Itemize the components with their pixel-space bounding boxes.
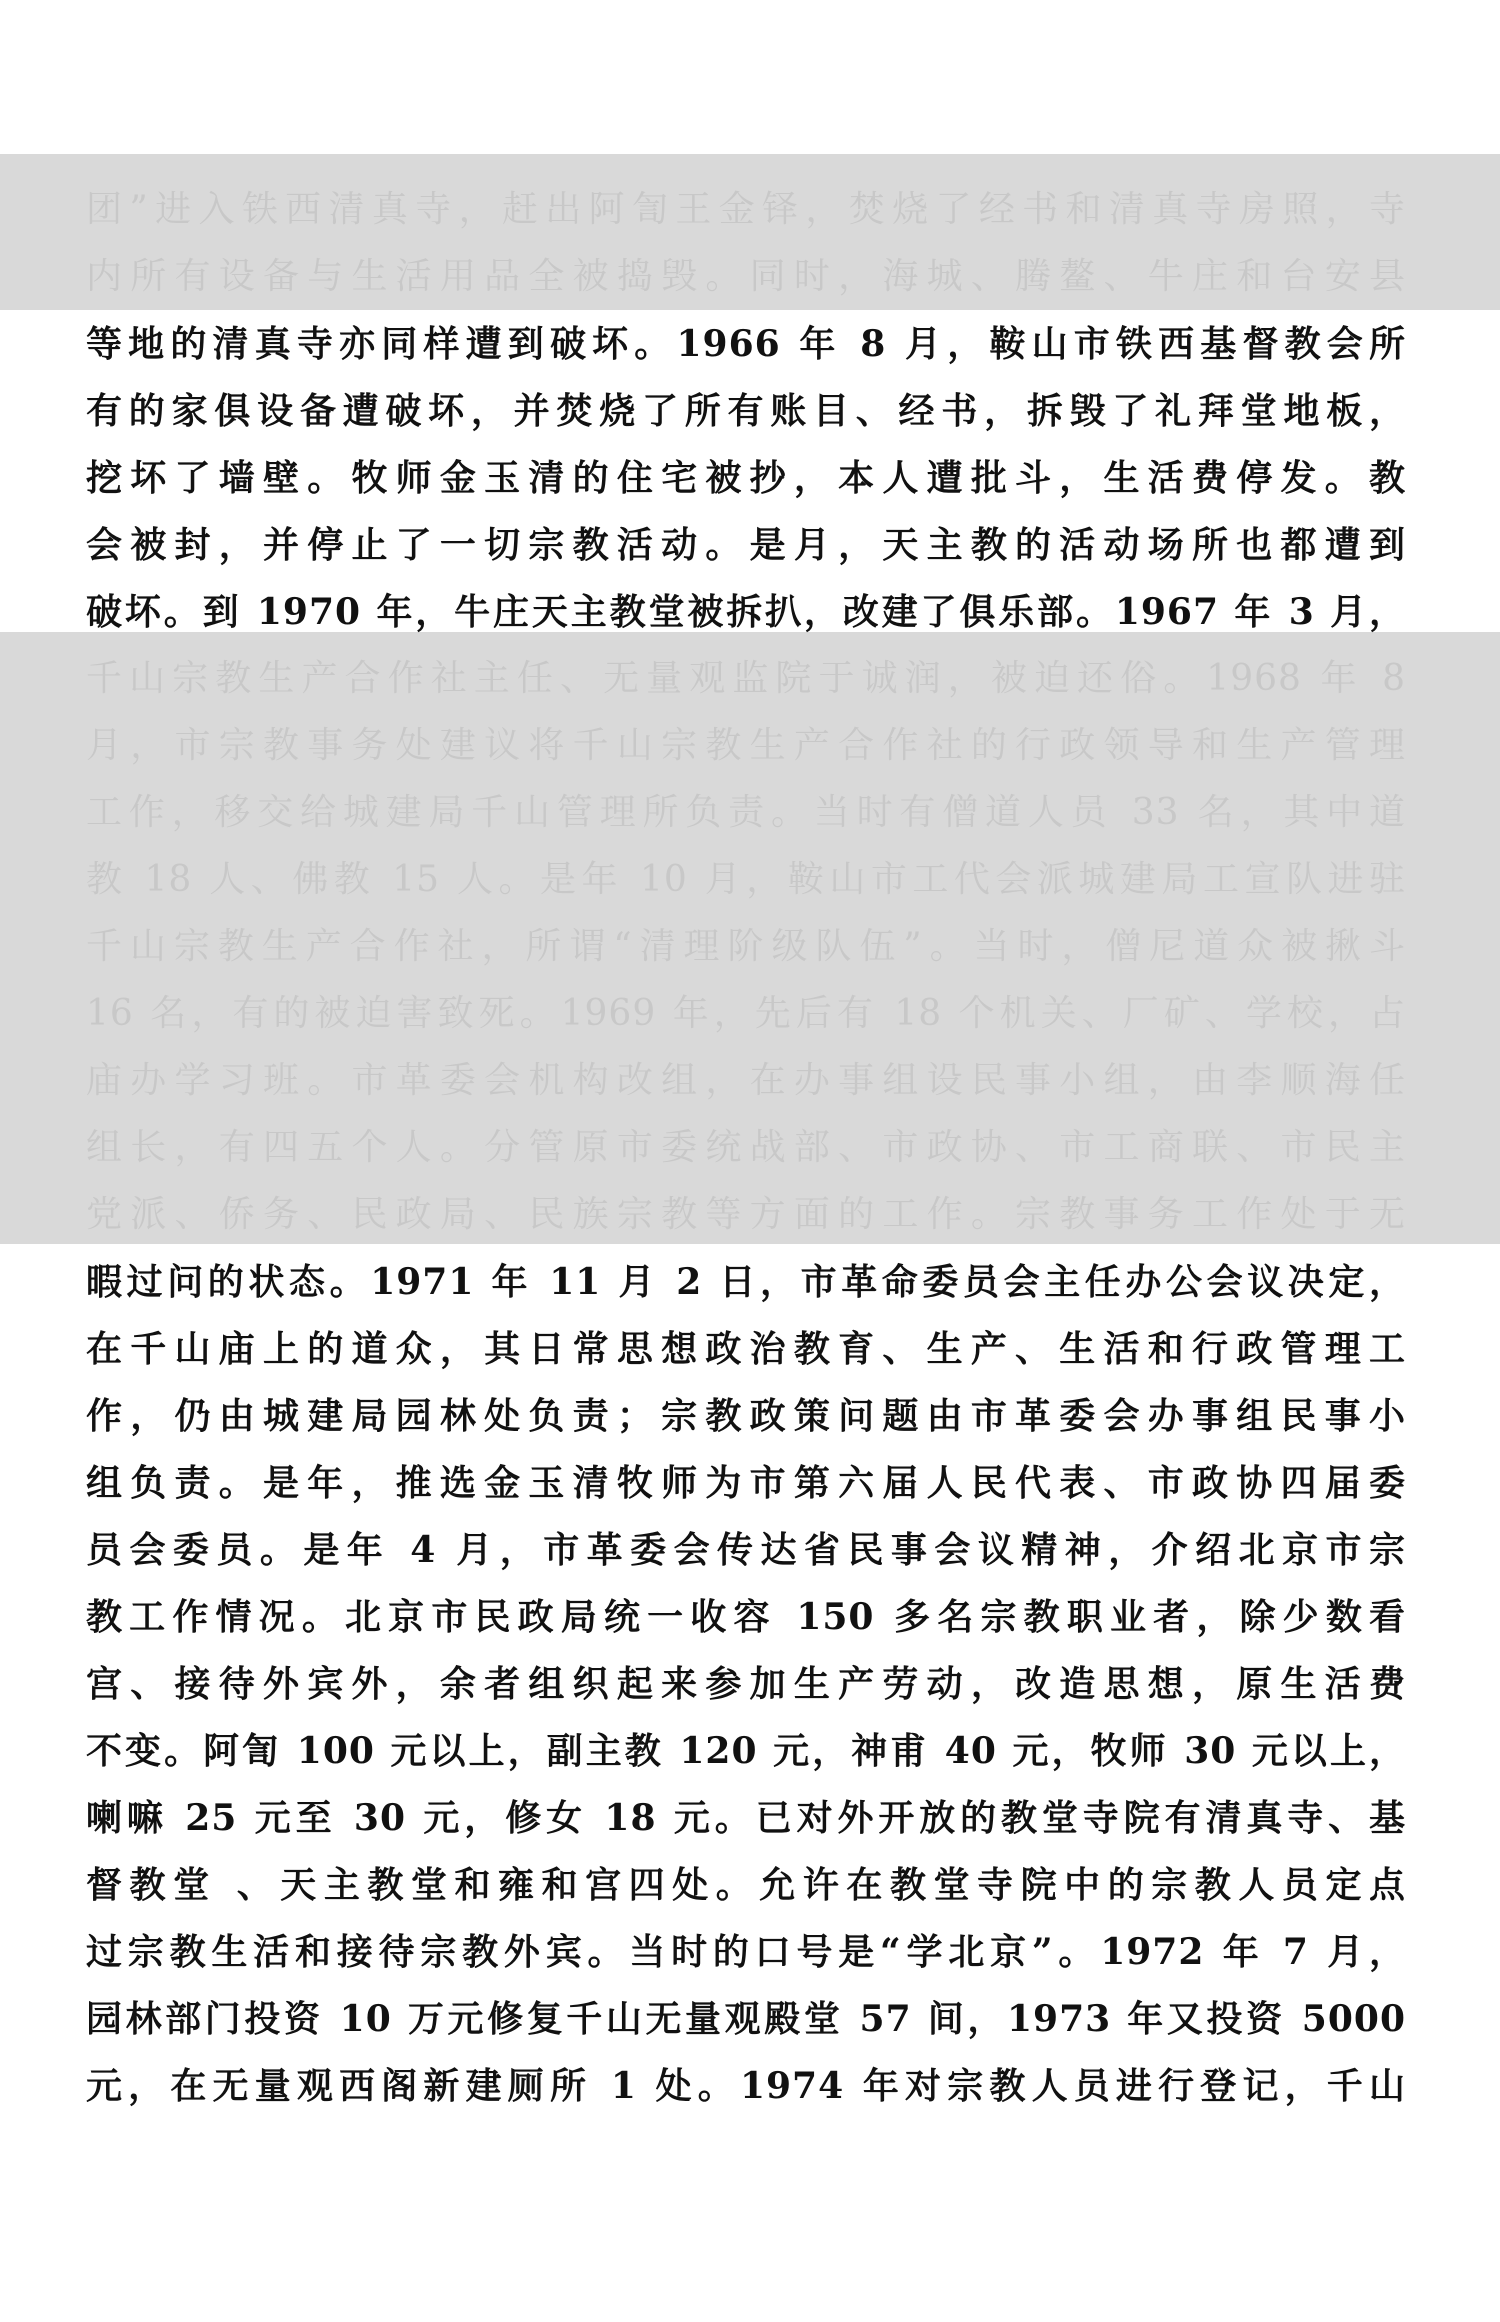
text-line: 员会委员。是年 4 月，市革委会传达省民事会议精神，介绍北京市宗 [86, 1529, 1406, 1571]
text-line: 作，仍由城建局园林处负责；宗教政策问题由市革委会办事组民事小 [86, 1395, 1406, 1437]
text-line: 千山宗教生产合作社主任、无量观监院于诚润，被迫还俗。1968 年 8 [86, 658, 1406, 699]
text-line: 挖坏了墙壁。牧师金玉清的住宅被抄，本人遭批斗，生活费停发。教 [86, 457, 1406, 499]
text-line: 千山宗教生产合作社，所谓“清理阶级队伍”。当时，僧尼道众被揪斗 [86, 926, 1406, 967]
text-line: 团”进入铁西清真寺，赶出阿訇王金铎，焚烧了经书和清真寺房照，寺 [86, 189, 1406, 230]
text-line: 等地的清真寺亦同样遭到破坏。1966 年 8 月，鞍山市铁西基督教会所 [86, 323, 1406, 365]
text-line: 教工作情况。北京市民政局统一收容 150 多名宗教职业者，除少数看 [86, 1596, 1406, 1638]
text-line: 破坏。到 1970 年，牛庄天主教堂被拆扒，改建了俱乐部。1967 年 3 月， [86, 591, 1406, 633]
text-line: 喇嘛 25 元至 30 元，修女 18 元。已对外开放的教堂寺院有清真寺、基 [86, 1797, 1406, 1839]
text-line: 元，在无量观西阁新建厕所 1 处。1974 年对宗教人员进行登记，千山 [86, 2065, 1406, 2107]
text-line: 有的家俱设备遭破坏，并焚烧了所有账目、经书，拆毁了礼拜堂地板， [86, 390, 1406, 432]
text-line: 党派、侨务、民政局、民族宗教等方面的工作。宗教事务工作处于无 [86, 1194, 1406, 1235]
text-line: 暇过问的状态。1971 年 11 月 2 日，市革命委员会主任办公会议决定， [86, 1261, 1406, 1303]
text-line: 16 名，有的被迫害致死。1969 年，先后有 18 个机关、厂矿、学校，占 [86, 993, 1406, 1034]
text-line: 庙办学习班。市革委会机构改组，在办事组设民事小组，由李顺海任 [86, 1060, 1406, 1101]
text-line: 教 18 人、佛教 15 人。是年 10 月，鞍山市工代会派城建局工宣队进驻 [86, 859, 1406, 900]
text-line: 园林部门投资 10 万元修复千山无量观殿堂 57 间，1973 年又投资 5000 [86, 1998, 1406, 2040]
text-line: 过宗教生活和接待宗教外宾。当时的口号是“学北京”。1972 年 7 月， [86, 1931, 1406, 1973]
text-line: 工作，移交给城建局千山管理所负责。当时有僧道人员 33 名，其中道 [86, 792, 1406, 833]
text-line: 会被封，并停止了一切宗教活动。是月，天主教的活动场所也都遭到 [86, 524, 1406, 566]
text-line: 不变。阿訇 100 元以上，副主教 120 元，神甫 40 元，牧师 30 元以上， [86, 1730, 1406, 1772]
text-line: 组负责。是年，推选金玉清牧师为市第六届人民代表、市政协四届委 [86, 1462, 1406, 1504]
text-line: 组长，有四五个人。分管原市委统战部、市政协、市工商联、市民主 [86, 1127, 1406, 1168]
text-line: 在千山庙上的道众，其日常思想政治教育、生产、生活和行政管理工 [86, 1328, 1406, 1370]
text-line: 督教堂 、天主教堂和雍和宫四处。允许在教堂寺院中的宗教人员定点 [86, 1864, 1406, 1906]
text-line: 月，市宗教事务处建议将千山宗教生产合作社的行政领导和生产管理 [86, 725, 1406, 766]
text-line: 内所有设备与生活用品全被捣毁。同时，海城、腾鳌、牛庄和台安县 [86, 256, 1406, 297]
text-line: 宫、接待外宾外，余者组织起来参加生产劳动，改造思想，原生活费 [86, 1663, 1406, 1705]
